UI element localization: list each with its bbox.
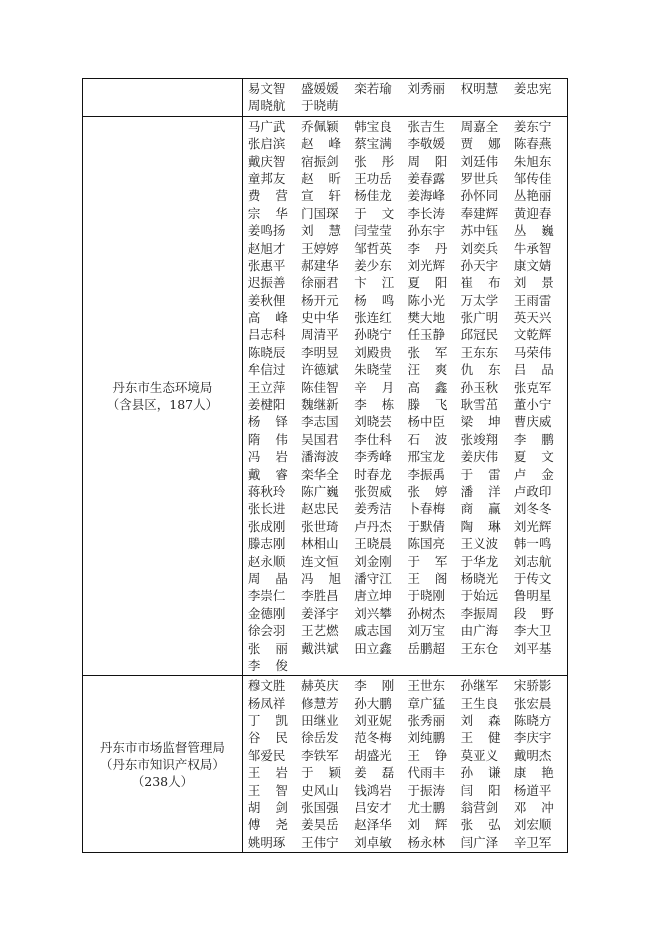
person-name: 邹传佳 <box>513 170 552 186</box>
person-name: 周晶 <box>247 570 288 586</box>
person-name: 商赢 <box>460 501 501 517</box>
person-name: 闫莹莹 <box>354 223 392 239</box>
person-name: 孙东宇 <box>407 223 445 239</box>
person-name: 权明慧 <box>460 81 499 96</box>
person-name: 刘冬冬 <box>513 501 552 517</box>
person-name: 李明昱 <box>301 344 339 360</box>
person-name: 万太学 <box>460 292 499 308</box>
person-name: 高鑫 <box>407 379 448 395</box>
person-name: 王岩 <box>247 765 288 781</box>
person-name: 姜秀洁 <box>354 501 392 517</box>
names-cell <box>242 676 567 853</box>
person-name: 王立萍 <box>247 379 286 395</box>
names-grid <box>248 677 567 851</box>
person-name: 门国琛 <box>301 205 339 221</box>
person-name: 陈晓辰 <box>247 344 286 360</box>
person-name: 宗华 <box>247 205 288 221</box>
person-name: 张启滨 <box>247 136 286 152</box>
person-name: 奉建辉 <box>460 205 499 221</box>
person-name: 杨佳龙 <box>354 188 392 204</box>
person-name: 栾华全 <box>301 466 339 482</box>
person-name: 刘平基 <box>513 640 552 656</box>
person-name: 张秀丽 <box>407 713 445 729</box>
person-name: 卢政印 <box>513 483 552 499</box>
person-name: 李栋 <box>354 397 395 413</box>
person-name: 李崇仁 <box>247 588 286 604</box>
person-name: 王健 <box>460 730 501 746</box>
person-name: 王铮 <box>407 747 448 763</box>
person-name: 张弘 <box>460 817 501 833</box>
person-name: 辛卫军 <box>513 834 552 850</box>
person-name: 辛月 <box>354 379 395 395</box>
person-name: 滕志刚 <box>247 536 286 552</box>
person-name: 邹爱民 <box>247 747 286 763</box>
person-name: 姜秋俚 <box>247 292 286 308</box>
person-name: 林相山 <box>301 536 339 552</box>
person-name: 郝建华 <box>301 257 339 273</box>
personnel-table <box>82 78 568 853</box>
person-name: 苏中钰 <box>460 223 499 239</box>
person-name: 陈春燕 <box>513 136 552 152</box>
person-name: 时春龙 <box>354 466 392 482</box>
person-name: 黄迎春 <box>513 205 552 221</box>
person-name: 丛巍 <box>513 223 554 239</box>
person-name: 孙大鹏 <box>354 695 392 711</box>
person-name: 潘海波 <box>301 449 339 465</box>
person-name: 刘宏顺 <box>513 817 552 833</box>
person-name: 谷民 <box>247 730 288 746</box>
person-name: 王东东 <box>460 344 499 360</box>
person-name: 贾娜 <box>460 136 501 152</box>
person-name: 戴明杰 <box>513 747 552 763</box>
person-name: 范冬梅 <box>354 730 392 746</box>
person-name: 于军 <box>407 553 448 569</box>
person-name: 夏文 <box>513 449 554 465</box>
person-name: 刘景 <box>513 275 554 291</box>
person-name: 李振周 <box>460 605 499 621</box>
person-name: 卜春梅 <box>407 501 445 517</box>
person-name: 许德斌 <box>301 362 339 378</box>
person-name: 朱旭东 <box>513 153 552 169</box>
person-name: 刘慧 <box>301 223 342 239</box>
person-name: 李长涛 <box>407 205 445 221</box>
person-name: 邹哲英 <box>354 240 392 256</box>
person-name: 孙玉秋 <box>460 379 499 395</box>
person-name: 鲁明星 <box>513 588 552 604</box>
person-name: 刘辉 <box>407 817 448 833</box>
person-name: 于默倩 <box>407 518 445 534</box>
person-name: 耿雪茁 <box>460 397 499 413</box>
person-name: 牛承智 <box>513 240 552 256</box>
person-name: 张丽 <box>247 640 288 656</box>
person-name: 王东仓 <box>460 640 499 656</box>
person-name: 宋骄影 <box>513 678 552 694</box>
person-name: 卞江 <box>354 275 395 291</box>
department-cell <box>83 116 243 676</box>
person-name: 牟信过 <box>247 362 286 378</box>
person-name: 刘志航 <box>513 553 552 569</box>
person-name: 闫阳 <box>460 782 501 798</box>
person-name: 王义波 <box>460 536 499 552</box>
person-name: 戴洪斌 <box>301 640 339 656</box>
person-name: 乔佩颖 <box>301 118 339 134</box>
person-name: 岳鹏超 <box>407 640 445 656</box>
person-name: 杨中臣 <box>407 414 445 430</box>
department-label-line: （238人） <box>131 773 194 789</box>
person-name: 杨永林 <box>407 834 445 850</box>
person-name: 金德刚 <box>247 605 286 621</box>
person-name: 杨凤祥 <box>247 695 286 711</box>
person-name: 韩一鸣 <box>513 536 552 552</box>
person-name: 姜海峰 <box>407 188 445 204</box>
person-name: 王婷婷 <box>301 240 339 256</box>
person-name: 唐立坤 <box>354 588 392 604</box>
person-name: 戴庆智 <box>247 153 286 169</box>
person-name: 姜东宁 <box>513 118 552 134</box>
person-name: 赵峰 <box>301 136 342 152</box>
person-name: 栾若瑜 <box>354 81 392 96</box>
person-name: 李仕科 <box>354 431 392 447</box>
person-name: 康文婧 <box>513 257 552 273</box>
department-cell <box>83 79 243 117</box>
person-name: 马荣伟 <box>513 344 552 360</box>
person-name: 田立鑫 <box>354 640 392 656</box>
person-name: 于振涛 <box>407 782 445 798</box>
person-name: 吕志科 <box>247 327 286 343</box>
person-name: 张国强 <box>301 800 339 816</box>
person-name: 周清平 <box>301 327 339 343</box>
person-name: 宣轩 <box>301 188 342 204</box>
person-name: 李丹 <box>407 240 448 256</box>
person-name: 张军 <box>407 344 448 360</box>
person-name: 赫英庆 <box>301 678 339 694</box>
person-name: 姜鸣扬 <box>247 223 286 239</box>
person-name: 马广武 <box>247 118 286 134</box>
person-name: 朱晓莹 <box>354 362 392 378</box>
person-name: 邢宝龙 <box>407 449 445 465</box>
person-name: 杨道平 <box>513 782 552 798</box>
person-name: 汪爽 <box>407 362 448 378</box>
person-name: 徐丽君 <box>301 275 339 291</box>
person-name: 于华龙 <box>460 553 499 569</box>
person-name: 文乾辉 <box>513 327 552 343</box>
person-name: 王晓晨 <box>354 536 392 552</box>
person-name: 杨鸣 <box>354 292 395 308</box>
person-name: 李铁军 <box>301 747 339 763</box>
person-name: 刘森 <box>460 713 501 729</box>
person-name: 蔡宝满 <box>354 136 392 152</box>
person-name: 王阁 <box>407 570 448 586</box>
person-name: 刘亚妮 <box>354 713 392 729</box>
person-name: 王智 <box>247 782 288 798</box>
person-name: 姜磊 <box>354 765 395 781</box>
person-name: 戴睿 <box>247 466 288 482</box>
person-name: 于传文 <box>513 570 552 586</box>
person-name: 张贺威 <box>354 483 392 499</box>
person-name: 傅尧 <box>247 817 288 833</box>
person-name: 崔布 <box>460 275 501 291</box>
person-name: 王世东 <box>407 678 445 694</box>
person-name: 姜庆伟 <box>460 449 499 465</box>
person-name: 穆文胜 <box>247 678 286 694</box>
person-name: 杨晓光 <box>460 570 499 586</box>
person-name: 盛媛媛 <box>301 81 339 96</box>
person-name: 王生良 <box>460 695 499 711</box>
person-name: 刘光辉 <box>407 257 445 273</box>
person-name: 戚志国 <box>354 623 392 639</box>
person-name: 童邦友 <box>247 170 286 186</box>
person-name: 杨铎 <box>247 414 288 430</box>
person-name: 刘兴攀 <box>354 605 392 621</box>
person-name: 姜泽宇 <box>301 605 339 621</box>
person-name: 韩宝良 <box>354 118 392 134</box>
person-name: 姜忠宪 <box>513 81 552 96</box>
person-name: 张彤 <box>354 153 395 169</box>
person-name: 赵泽华 <box>354 817 392 833</box>
person-name: 田继业 <box>301 713 339 729</box>
person-name: 任玉静 <box>407 327 445 343</box>
person-name: 刘光辉 <box>513 518 552 534</box>
person-name: 赵旭才 <box>247 240 286 256</box>
person-name: 赵昕 <box>301 170 342 186</box>
person-name: 赵忠民 <box>301 501 339 517</box>
person-name: 连文恒 <box>301 553 339 569</box>
person-name: 刘纯鹏 <box>407 730 445 746</box>
person-name: 姜昊岳 <box>301 817 339 833</box>
person-name: 刘卓敏 <box>354 834 392 850</box>
person-name: 陶琳 <box>460 518 501 534</box>
person-name: 孙谦 <box>460 765 501 781</box>
person-name: 张婷 <box>407 483 448 499</box>
person-name: 姜楗阳 <box>247 397 286 413</box>
person-name: 刘殿贵 <box>354 344 392 360</box>
person-name: 张连红 <box>354 310 392 326</box>
person-name: 刘秀丽 <box>407 81 445 96</box>
person-name: 修慧芳 <box>301 695 339 711</box>
person-name: 陈晓方 <box>513 713 552 729</box>
person-name: 隋伟 <box>247 431 288 447</box>
person-name: 吴国君 <box>301 431 339 447</box>
person-name: 杨开元 <box>301 292 339 308</box>
person-name: 樊大地 <box>407 310 445 326</box>
person-name: 胡剑 <box>247 800 288 816</box>
department-label-line: （丹东市知识产权局） <box>99 756 225 772</box>
person-name: 李敬媛 <box>407 136 445 152</box>
person-name: 仇东 <box>460 362 501 378</box>
person-name: 孙怀同 <box>460 188 499 204</box>
person-name: 迟振善 <box>247 275 286 291</box>
person-name: 夏阳 <box>407 275 448 291</box>
person-name: 王雨雷 <box>513 292 552 308</box>
person-name: 于颖 <box>301 765 342 781</box>
person-name: 于晓萌 <box>301 98 339 114</box>
person-name: 易文智 <box>247 81 286 96</box>
person-name: 孙晓宁 <box>354 327 392 343</box>
person-name: 冯岩 <box>247 449 288 465</box>
person-name: 刘晓芸 <box>354 414 392 430</box>
person-name: 于雷 <box>460 466 501 482</box>
person-name: 姜少东 <box>354 257 392 273</box>
person-name: 曹庆威 <box>513 414 552 430</box>
person-name: 陈佳智 <box>301 379 339 395</box>
person-name: 孙继军 <box>460 678 499 694</box>
person-name: 滕飞 <box>407 397 448 413</box>
person-name: 张竣翔 <box>460 431 499 447</box>
person-name: 吕品 <box>513 362 554 378</box>
person-name: 陈国亮 <box>407 536 445 552</box>
person-name: 英天兴 <box>513 310 552 326</box>
person-name: 史风山 <box>301 782 339 798</box>
person-name: 徐岳发 <box>301 730 339 746</box>
person-name: 于文 <box>354 205 395 221</box>
person-name: 于晓刚 <box>407 588 445 604</box>
table-row <box>83 676 568 853</box>
person-name: 闫广泽 <box>460 834 499 850</box>
person-name: 费营 <box>247 188 288 204</box>
person-name: 翁营剑 <box>460 800 499 816</box>
person-name: 刘金刚 <box>354 553 392 569</box>
person-name: 卢金 <box>513 466 554 482</box>
person-name: 段野 <box>513 605 554 621</box>
person-name: 冯旭 <box>301 570 342 586</box>
person-name: 康艳 <box>513 765 554 781</box>
person-name: 尤士鹏 <box>407 800 445 816</box>
person-name: 邓冲 <box>513 800 554 816</box>
person-name: 魏继新 <box>301 397 339 413</box>
person-name: 李大卫 <box>513 623 552 639</box>
names-grid <box>248 118 567 675</box>
table-row <box>83 79 568 117</box>
person-name: 王功岳 <box>354 170 392 186</box>
person-name: 周嘉全 <box>460 118 499 134</box>
person-name: 王伟宁 <box>301 834 339 850</box>
person-name: 石波 <box>407 431 448 447</box>
person-name: 李鹏 <box>513 431 554 447</box>
person-name: 王艺燃 <box>301 623 339 639</box>
person-name: 孙树杰 <box>407 605 445 621</box>
names-grid <box>248 80 567 115</box>
person-name: 徐会羽 <box>247 623 286 639</box>
person-name: 史中华 <box>301 310 339 326</box>
person-name: 钱鸿岩 <box>354 782 392 798</box>
person-name: 张成刚 <box>247 518 286 534</box>
person-name: 代雨丰 <box>407 765 445 781</box>
person-name: 莫亚义 <box>460 747 499 763</box>
department-label-line: （含县区，187人） <box>106 397 219 413</box>
person-name: 丁凯 <box>247 713 288 729</box>
person-name: 梁坤 <box>460 414 501 430</box>
department-label-line: 丹东市生态环境局 <box>112 380 213 396</box>
person-name: 张长进 <box>247 501 286 517</box>
names-cell <box>242 79 567 117</box>
person-name: 宿振剑 <box>301 153 339 169</box>
person-name: 李志国 <box>301 414 339 430</box>
person-name: 刘廷伟 <box>460 153 499 169</box>
person-name: 陈广巍 <box>301 483 339 499</box>
department-label-line: 丹东市市场监督管理局 <box>99 739 225 755</box>
person-name: 蒋秋玲 <box>247 483 286 499</box>
person-name: 孙天宇 <box>460 257 499 273</box>
person-name: 由广海 <box>460 623 499 639</box>
person-name: 邱冠民 <box>460 327 499 343</box>
department-cell <box>83 676 243 853</box>
person-name: 周阳 <box>407 153 448 169</box>
person-name: 张宏晨 <box>513 695 552 711</box>
person-name: 罗世兵 <box>460 170 499 186</box>
person-name: 卢丹杰 <box>354 518 392 534</box>
person-name: 高峰 <box>247 310 288 326</box>
person-name: 李振禹 <box>407 466 445 482</box>
person-name: 赵永顺 <box>247 553 286 569</box>
person-name: 张惠平 <box>247 257 286 273</box>
person-name: 姜春露 <box>407 170 445 186</box>
person-name: 章广猛 <box>407 695 445 711</box>
person-name: 于始远 <box>460 588 499 604</box>
person-name: 李刚 <box>354 678 395 694</box>
person-name: 姚明琢 <box>247 834 286 850</box>
person-name: 李胜昌 <box>301 588 339 604</box>
person-name: 董小宁 <box>513 397 552 413</box>
person-name: 张广明 <box>460 310 499 326</box>
person-name: 李秀峰 <box>354 449 392 465</box>
table-row <box>83 116 568 676</box>
person-name: 张克军 <box>513 379 552 395</box>
person-name: 陈小光 <box>407 292 445 308</box>
person-name: 李俊 <box>247 657 288 673</box>
person-name: 丛艳丽 <box>513 188 552 204</box>
person-name: 潘洋 <box>460 483 501 499</box>
person-name: 张吉生 <box>407 118 445 134</box>
person-name: 胡盛光 <box>354 747 392 763</box>
person-name: 周晓航 <box>247 98 286 114</box>
person-name: 李庆宇 <box>513 730 552 746</box>
names-cell <box>242 116 567 676</box>
person-name: 张世琦 <box>301 518 339 534</box>
person-name: 刘万宝 <box>407 623 445 639</box>
person-name: 刘奕兵 <box>460 240 499 256</box>
person-name: 吕安才 <box>354 800 392 816</box>
person-name: 潘守江 <box>354 570 392 586</box>
